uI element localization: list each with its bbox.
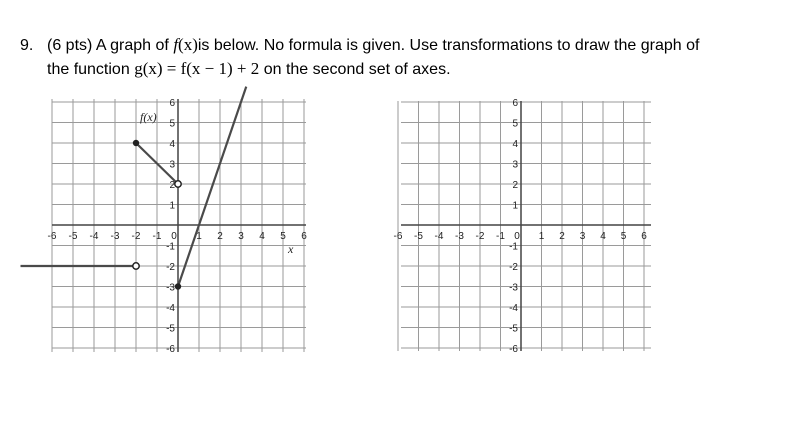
y-tick-label: 6: [169, 98, 175, 109]
x-tick-label: 4: [600, 231, 606, 242]
x-tick-label: 3: [238, 231, 244, 242]
question-number: 9.: [20, 37, 34, 54]
y-tick-label: 1: [512, 200, 518, 212]
y-tick-label: 6: [512, 98, 518, 109]
question-tail: is below. No formula is given. Use transformations to draw the graph of: [197, 37, 700, 54]
x-tick-label: -4: [434, 231, 444, 242]
x-tick-label: 1: [538, 231, 545, 242]
x-tick-label: 3: [579, 231, 586, 242]
x-tick-label: -1: [496, 231, 505, 242]
y-tick-label: -6: [166, 344, 175, 355]
x-tick-label: -6: [393, 231, 403, 242]
y-tick-label: 4: [169, 139, 175, 150]
x-tick-label: 2: [217, 231, 223, 242]
y-tick-label: -3: [166, 282, 175, 294]
x-axis-label: x: [288, 242, 294, 256]
y-tick-label: -3: [509, 282, 518, 294]
x-tick-label: -6: [47, 231, 57, 242]
y-tick-label: 1: [169, 200, 175, 212]
x-tick-label: 2: [559, 231, 565, 242]
x-tick-label: -3: [455, 231, 464, 242]
y-tick-label: 5: [169, 118, 175, 130]
x-tick-label: 5: [280, 231, 286, 242]
y-tick-label: 3: [512, 159, 518, 171]
x-tick-label: 1: [196, 231, 202, 242]
y-tick-label: -4: [509, 303, 518, 314]
question-line2-lead: the function: [47, 61, 130, 78]
x-tick-label: -3: [110, 231, 120, 242]
x-tick-label: 4: [259, 231, 265, 242]
y-tick-label: -2: [166, 262, 175, 273]
question-line2-tail: on the second set of axes.: [263, 61, 451, 78]
question-lead: (6 pts) A graph of: [47, 37, 169, 54]
x-tick-label: 6: [641, 231, 647, 242]
function-notation: f(x): [173, 35, 198, 54]
y-tick-label: -4: [166, 303, 175, 314]
x-tick-label: 6: [301, 231, 307, 242]
x-tick-label: 0: [171, 231, 177, 242]
function-label: f(x): [140, 110, 157, 124]
y-tick-label: -1: [166, 241, 175, 253]
x-tick-label: -5: [68, 231, 78, 242]
x-tick-label: -2: [475, 231, 485, 242]
x-tick-label: 0: [514, 231, 520, 242]
y-tick-label: 4: [512, 139, 518, 150]
transformation-formula: g(x) = f(x − 1) + 2: [134, 59, 260, 78]
y-tick-label: 5: [512, 118, 518, 130]
x-tick-label: 5: [620, 231, 627, 242]
y-tick-label: 2: [512, 180, 518, 191]
y-tick-label: 2: [169, 180, 175, 191]
y-tick-label: -2: [509, 262, 518, 273]
x-tick-label: -1: [152, 231, 162, 242]
y-tick-label: -6: [509, 344, 518, 355]
x-tick-label: -2: [131, 231, 141, 242]
x-tick-label: -5: [414, 231, 423, 242]
x-tick-label: -4: [89, 231, 99, 242]
y-tick-label: -5: [166, 323, 175, 335]
y-tick-label: 3: [169, 159, 175, 171]
y-tick-label: -1: [509, 241, 518, 253]
y-tick-label: -5: [509, 323, 518, 335]
